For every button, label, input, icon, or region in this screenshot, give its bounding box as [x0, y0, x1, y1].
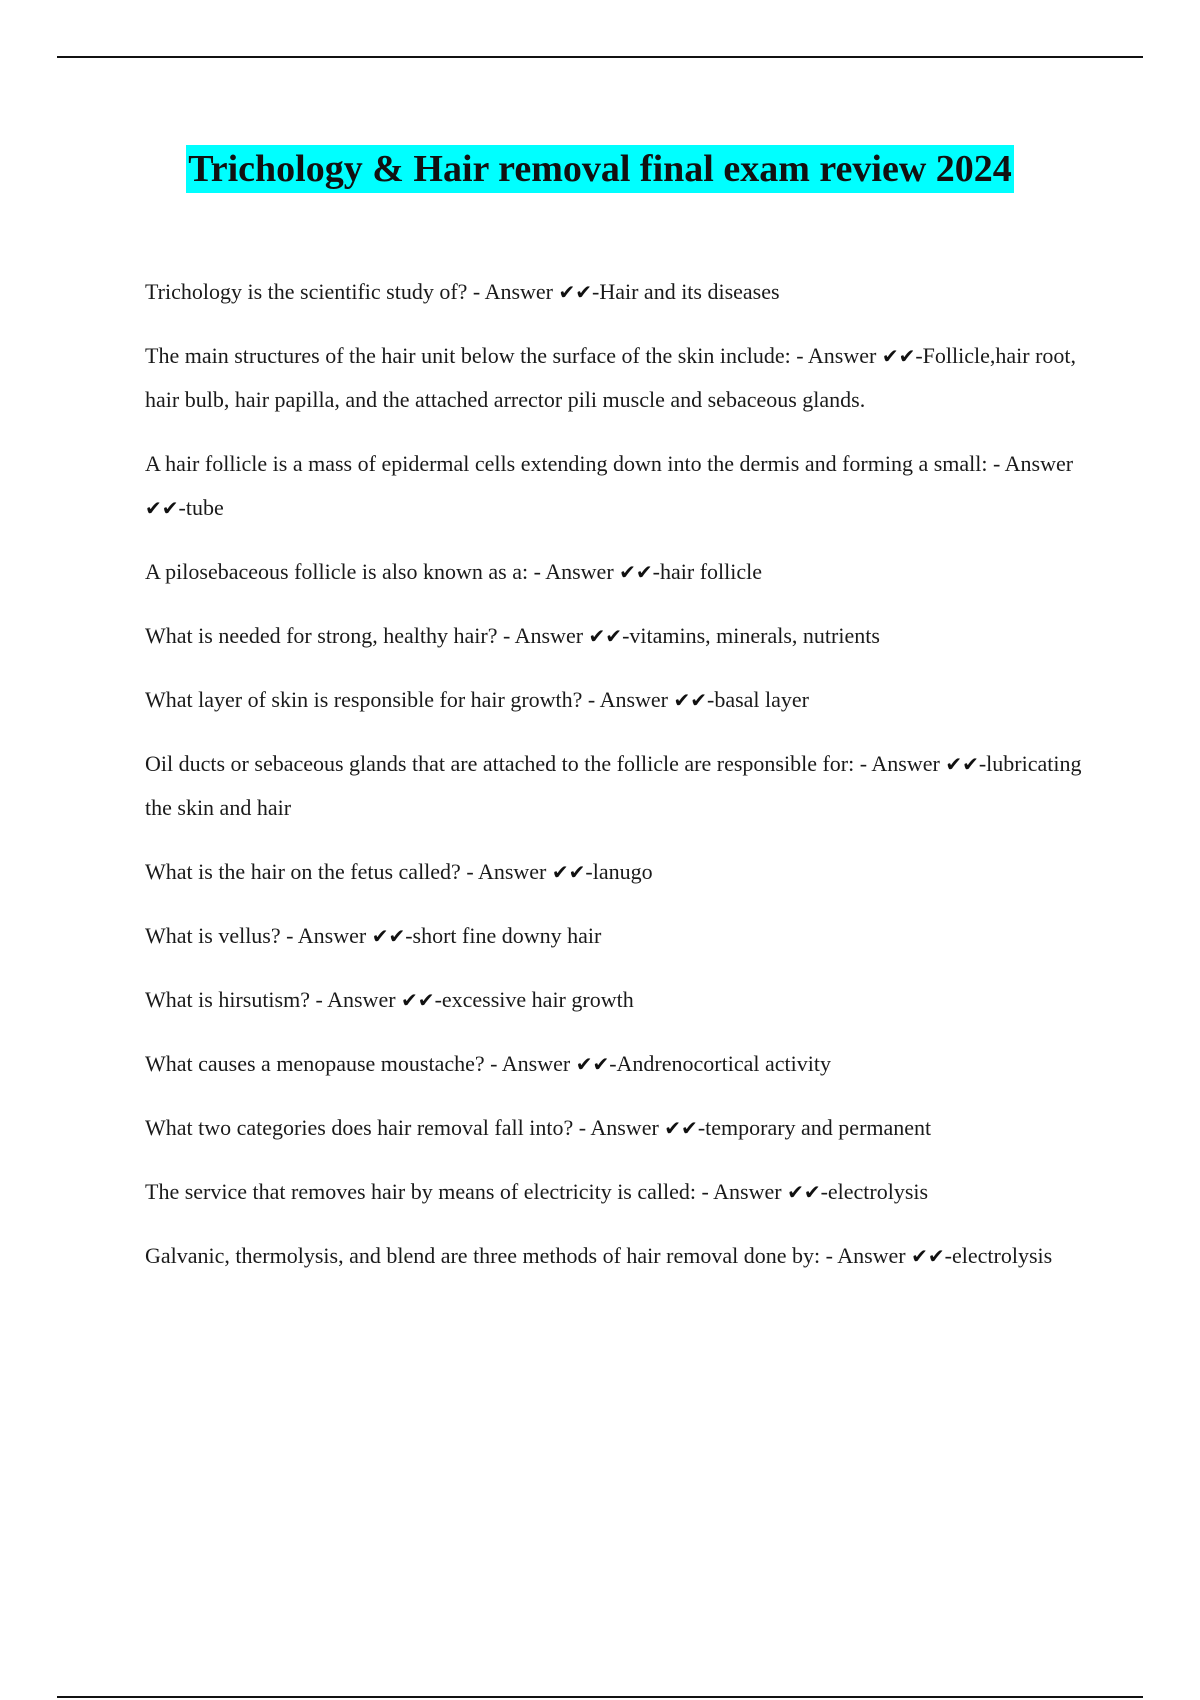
question-text: A pilosebaceous follicle is also known as a: -: [145, 559, 541, 584]
question-text: What is the hair on the fetus called? -: [145, 859, 474, 884]
qa-item: [145, 850, 1095, 894]
answer-text: -lanugo: [585, 859, 653, 884]
top-rule: [57, 56, 1143, 58]
answer-text: -vitamins, minerals, nutrients: [622, 623, 880, 648]
question-text: Trichology is the scientific study of? -: [145, 279, 481, 304]
question-text: Galvanic, thermolysis, and blend are three methods of hair removal done by: -: [145, 1243, 833, 1268]
qa-item: [145, 1106, 1095, 1150]
qa-item: [145, 742, 1095, 830]
question-text: A hair follicle is a mass of epidermal cells extending down into the dermis and forming a small: -: [145, 451, 1001, 476]
double-check-icon: ✔✔: [551, 860, 586, 884]
answer-label: Answer: [484, 279, 553, 304]
question-text: What layer of skin is responsible for hair growth? -: [145, 687, 596, 712]
double-check-icon: ✔✔: [673, 688, 708, 712]
question-text: The service that removes hair by means of electricity is called: -: [145, 1179, 709, 1204]
answer-text: -Hair and its diseases: [592, 279, 780, 304]
qa-item: [145, 614, 1095, 658]
question-text: The main structures of the hair unit below the surface of the skin include: -: [145, 343, 804, 368]
qa-list: [145, 270, 1095, 1298]
double-check-icon: ✔✔: [558, 280, 593, 304]
answer-label: Answer: [871, 751, 940, 776]
answer-label: Answer: [297, 923, 367, 948]
answer-text: -temporary and permanent: [697, 1115, 932, 1140]
answer-label: Answer: [713, 1179, 782, 1204]
answer-label: Answer: [807, 343, 877, 368]
double-check-icon: ✔✔: [588, 624, 623, 648]
answer-text: -electrolysis: [820, 1179, 929, 1204]
double-check-icon: ✔✔: [575, 1052, 610, 1076]
qa-item: [145, 678, 1095, 722]
question-text: What is needed for strong, healthy hair? -: [145, 623, 511, 648]
qa-item: [145, 914, 1095, 958]
qa-item: [145, 1042, 1095, 1086]
answer-text: -electrolysis: [944, 1243, 1053, 1268]
double-check-icon: ✔✔: [371, 924, 406, 948]
answer-text: -basal layer: [707, 687, 810, 712]
answer-text: -excessive hair growth: [434, 987, 634, 1012]
qa-item: [145, 1234, 1095, 1278]
qa-item: [145, 442, 1095, 530]
qa-item: [145, 1170, 1095, 1214]
double-check-icon: ✔✔: [911, 1244, 945, 1268]
answer-label: Answer: [599, 687, 668, 712]
answer-label: Answer: [477, 859, 547, 884]
qa-item: [145, 550, 1095, 594]
qa-item: [145, 334, 1095, 422]
double-check-icon: ✔✔: [945, 752, 979, 776]
answer-label: Answer: [327, 987, 396, 1012]
answer-text: -short fine downy hair: [405, 923, 602, 948]
answer-label: Answer: [590, 1115, 659, 1140]
answer-text: -lubricating the skin and hair: [145, 751, 1082, 820]
answer-text: -Follicle,hair root, hair bulb, hair papilla, and the attached arrector pili muscle and sebaceous glands.: [145, 343, 1077, 412]
double-check-icon: ✔✔: [619, 560, 653, 584]
double-check-icon: ✔✔: [401, 988, 435, 1012]
answer-text: -Andrenocortical activity: [609, 1051, 831, 1076]
question-text: Oil ducts or sebaceous glands that are attached to the follicle are responsible for: -: [145, 751, 868, 776]
question-text: What two categories does hair removal fall into? -: [145, 1115, 587, 1140]
question-text: What is vellus? -: [145, 923, 294, 948]
answer-label: Answer: [837, 1243, 906, 1268]
question-text: What causes a menopause moustache? -: [145, 1051, 498, 1076]
answer-text: -hair follicle: [652, 559, 763, 584]
document-title: Trichology & Hair removal final exam review 2024: [186, 145, 1014, 193]
double-check-icon: ✔✔: [145, 496, 179, 520]
qa-item: [145, 978, 1095, 1022]
double-check-icon: ✔✔: [664, 1116, 698, 1140]
title-block: [0, 145, 1200, 193]
bottom-rule: [57, 1696, 1143, 1698]
qa-item: [145, 270, 1095, 314]
answer-label: Answer: [1004, 451, 1074, 476]
answer-label: Answer: [514, 623, 584, 648]
answer-label: Answer: [545, 559, 614, 584]
double-check-icon: ✔✔: [881, 344, 916, 368]
answer-text: -tube: [178, 495, 224, 520]
double-check-icon: ✔✔: [787, 1180, 821, 1204]
question-text: What is hirsutism? -: [145, 987, 323, 1012]
answer-label: Answer: [501, 1051, 571, 1076]
